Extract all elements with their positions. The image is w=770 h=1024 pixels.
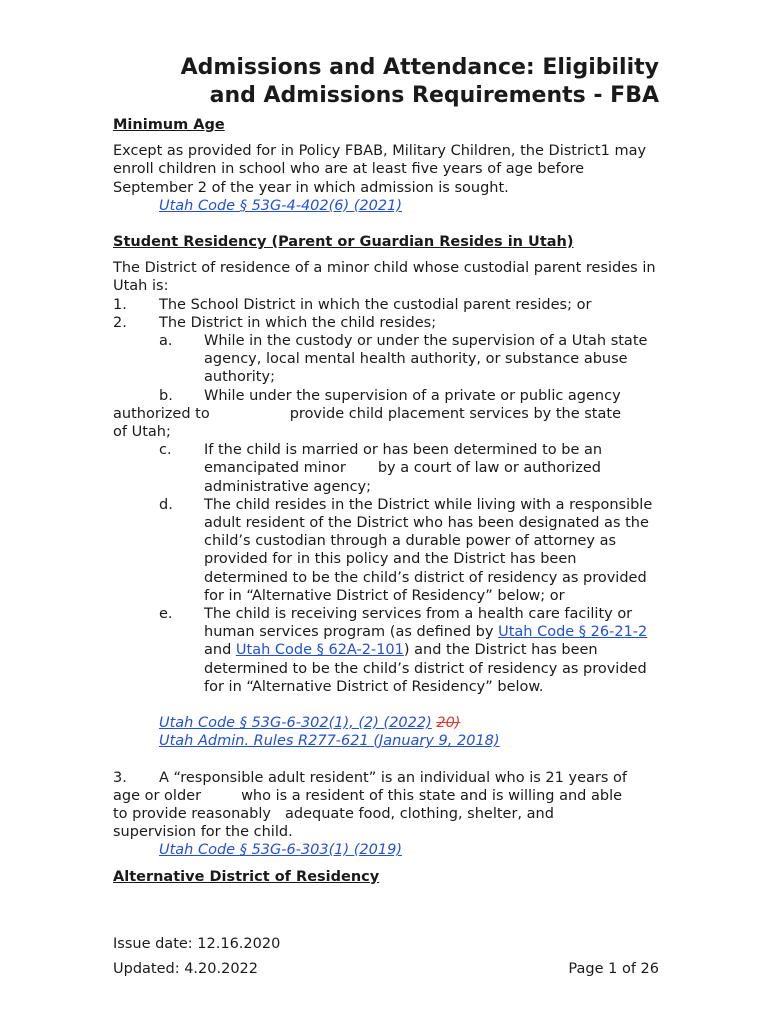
- sub-item-b: [113, 387, 659, 442]
- minimum-age-body: Except as provided for in Policy FBAB, Military Children, the District1 may enroll children in school who are at least five years of age before September 2 of the year in which admission is sought.: [113, 143, 647, 196]
- residency-intro: The District of residence of a minor child whose custodial parent resides in Utah is:: [113, 260, 656, 295]
- list-text-line-2a: age or older: [113, 787, 202, 804]
- page-title: [113, 54, 659, 110]
- sub-text-part-2: and: [204, 642, 232, 659]
- struck-text: 20): [436, 715, 461, 732]
- sub-text-line-2a: authorized to: [113, 405, 210, 422]
- link-utah-admin-rules-r277-621[interactable]: Utah Admin. Rules R277-621 (January 9, 2018): [159, 733, 500, 750]
- footer-issue-date: Issue date: 12.16.2020: [113, 936, 281, 952]
- citation-min-age: [113, 197, 659, 215]
- sub-label: a.: [159, 333, 173, 350]
- link-utah-code-26-21-2[interactable]: Utah Code § 26-21-2: [498, 624, 648, 641]
- sub-text-part-3: ) and the District has been determined to be the child’s district of residency as provided for in “Alternative District of Residency” below.: [204, 642, 647, 695]
- sub-text-line-2b: by a court of law or authorized: [377, 460, 601, 477]
- heading-student-residency: Student Residency (Parent or Guardian Resides in Utah): [113, 234, 574, 251]
- list-text-line-3b: adequate food, clothing, shelter, and: [285, 805, 554, 822]
- link-utah-code-53g-6-302[interactable]: Utah Code § 53G-6-302(1), (2) (2022): [159, 715, 432, 732]
- page-footer: [113, 960, 659, 978]
- list-text-line-1: A “responsible adult resident” is an individual who is 21 years of: [159, 769, 627, 786]
- sub-item-a: [113, 332, 659, 387]
- list-item-1: [113, 296, 659, 314]
- sub-text-line-1: While under the supervision of a private or public agency: [204, 387, 621, 404]
- sub-item-d: [113, 496, 659, 605]
- sub-text: The child resides in the District while living with a responsible adult resident of the District who has been designated as the child’s custodian through a durable power of attorney as provided for in this policy and the District has been determined to be the child’s district of residency as provided for in “Alternative District of Residency” below; or: [204, 496, 653, 604]
- citation-r277-621: [113, 732, 659, 750]
- title-line-2: and Admissions Requirements - FBA: [209, 83, 659, 108]
- sub-item-c: [113, 441, 659, 496]
- sub-text-line-2a: emancipated minor: [204, 460, 346, 477]
- sub-text: While in the custody or under the supervision of a Utah state agency, local mental health authority, or substance abuse authority;: [204, 333, 648, 386]
- sub-text-line-1: If the child is married or has been determined to be an: [204, 442, 603, 459]
- list-item-3: [113, 769, 659, 842]
- list-text-line-3a: to provide reasonably: [113, 805, 271, 822]
- link-utah-code-62a-2-101[interactable]: Utah Code § 62A-2-101: [235, 642, 404, 659]
- sub-text-line-3: of Utah;: [113, 424, 171, 441]
- sub-text-line-3: administrative agency;: [204, 478, 372, 495]
- sub-label: c.: [159, 442, 172, 459]
- list-number: 3.: [113, 769, 127, 786]
- sub-text-part-1: The child is receiving services from a health care facility or human services program (as defined by: [204, 606, 633, 641]
- heading-alternative-district: Alternative District of Residency: [113, 868, 380, 885]
- sub-label: b.: [159, 387, 173, 404]
- document-page: [113, 54, 659, 894]
- link-utah-code-53g-6-303[interactable]: Utah Code § 53G-6-303(1) (2019): [159, 842, 402, 859]
- sub-text-line-2b: provide child placement services by the state: [289, 405, 621, 422]
- footer-updated: Updated: 4.20.2022: [113, 961, 259, 977]
- heading-minimum-age: Minimum Age: [113, 117, 225, 133]
- sub-label: d.: [159, 496, 173, 513]
- list-text-line-4: supervision for the child.: [113, 824, 293, 841]
- list-number: 1.: [113, 296, 127, 313]
- sub-item-e: [113, 605, 659, 696]
- sub-label: e.: [159, 606, 173, 623]
- list-text-line-2b: who is a resident of this state and is willing and able: [241, 787, 623, 804]
- title-line-1: Admissions and Attendance: Eligibility: [180, 55, 659, 80]
- citation-53g-6-302: [113, 714, 659, 732]
- list-text: The District in which the child resides;: [159, 314, 437, 331]
- link-utah-code-53g-4-402[interactable]: Utah Code § 53G-4-402(6) (2021): [159, 197, 402, 214]
- list-item-2: [113, 314, 659, 332]
- list-text: The School District in which the custodial parent resides; or: [159, 296, 592, 313]
- list-number: 2.: [113, 314, 127, 331]
- footer-page-number: Page 1 of 26: [568, 961, 659, 977]
- citation-53g-6-303: [113, 841, 659, 859]
